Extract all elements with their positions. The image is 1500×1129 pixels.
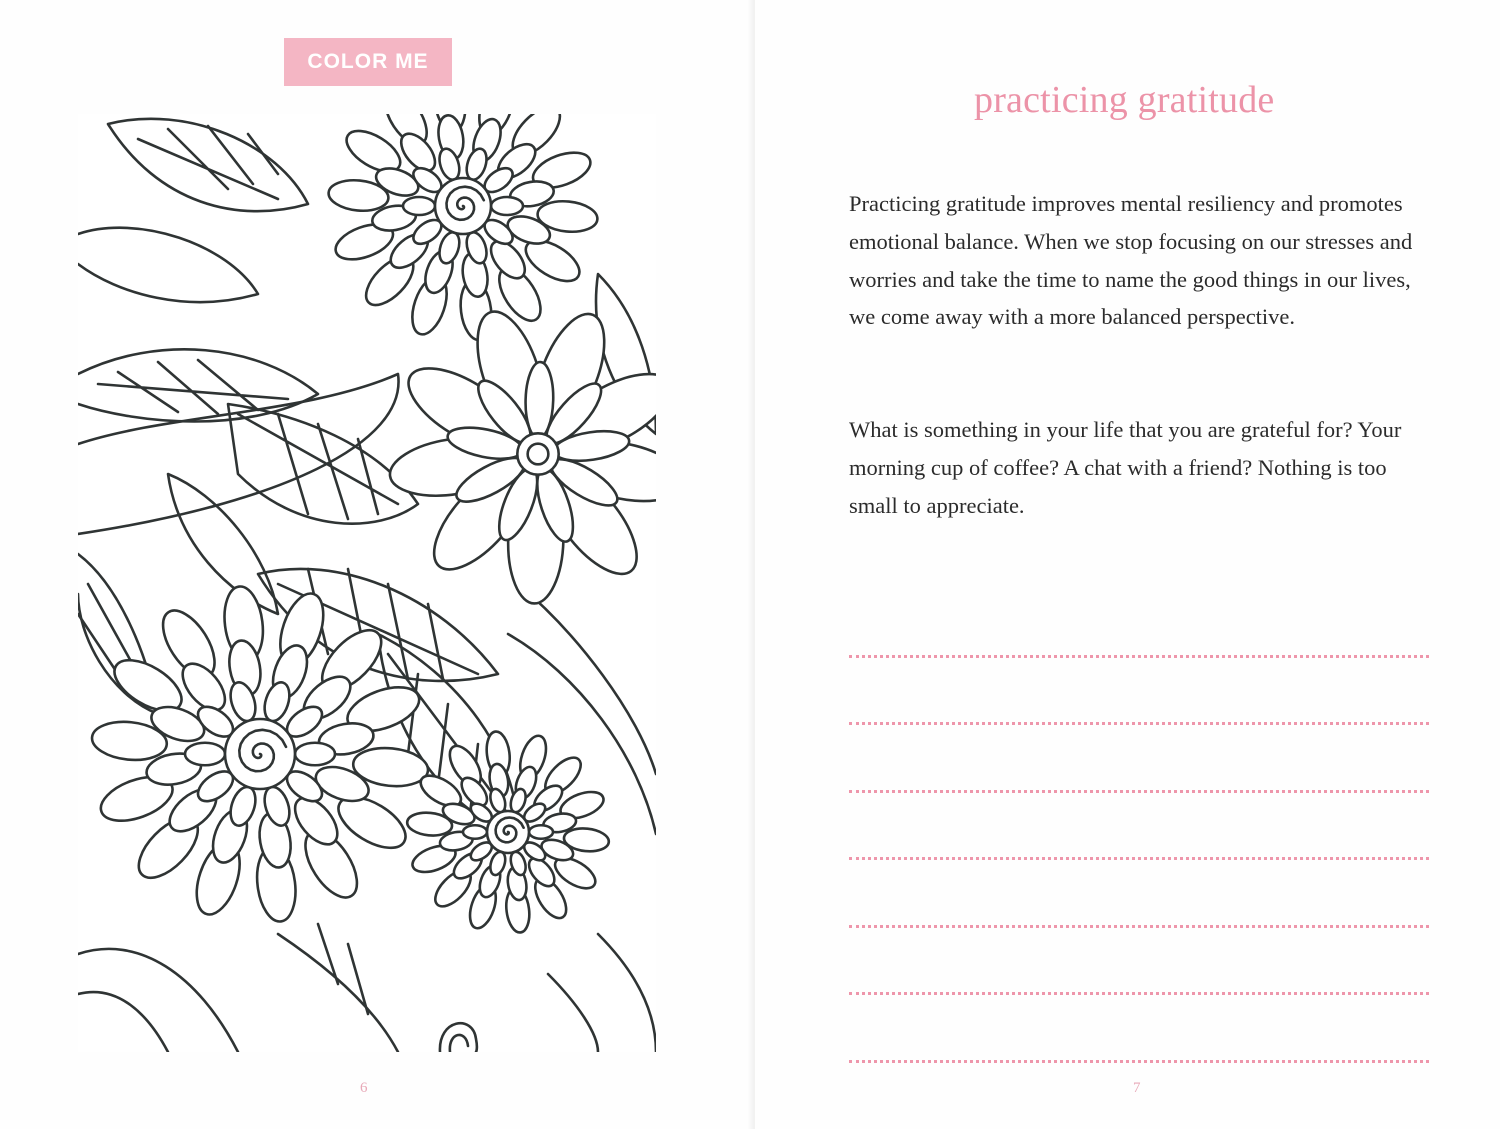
writing-line[interactable] bbox=[849, 928, 1429, 996]
writing-line[interactable] bbox=[849, 793, 1429, 861]
color-me-badge: COLOR ME bbox=[284, 38, 452, 86]
writing-line[interactable] bbox=[849, 860, 1429, 928]
intro-paragraph: Practicing gratitude improves mental resiliency and promotes emotional balance. When we stop focusing on our stresses and worries and take the time to name the good things in our lives, we come away with a more balanced perspective. bbox=[849, 191, 1413, 330]
page-title: practicing gratitude bbox=[974, 79, 1275, 121]
page-number-left: 6 bbox=[360, 1080, 368, 1096]
prompt-paragraph: What is something in your life that you are grateful for? Your morning cup of coffee? A chat with a friend? Nothing is too small to appreciate. bbox=[849, 417, 1402, 518]
floral-line-art-icon bbox=[78, 114, 656, 1052]
page-number-right: 7 bbox=[1133, 1080, 1141, 1096]
writing-lines bbox=[849, 590, 1429, 1063]
floral-coloring-illustration bbox=[78, 114, 656, 1052]
writing-line[interactable] bbox=[849, 725, 1429, 793]
writing-line[interactable] bbox=[849, 995, 1429, 1063]
writing-line[interactable] bbox=[849, 658, 1429, 726]
writing-line[interactable] bbox=[849, 590, 1429, 658]
